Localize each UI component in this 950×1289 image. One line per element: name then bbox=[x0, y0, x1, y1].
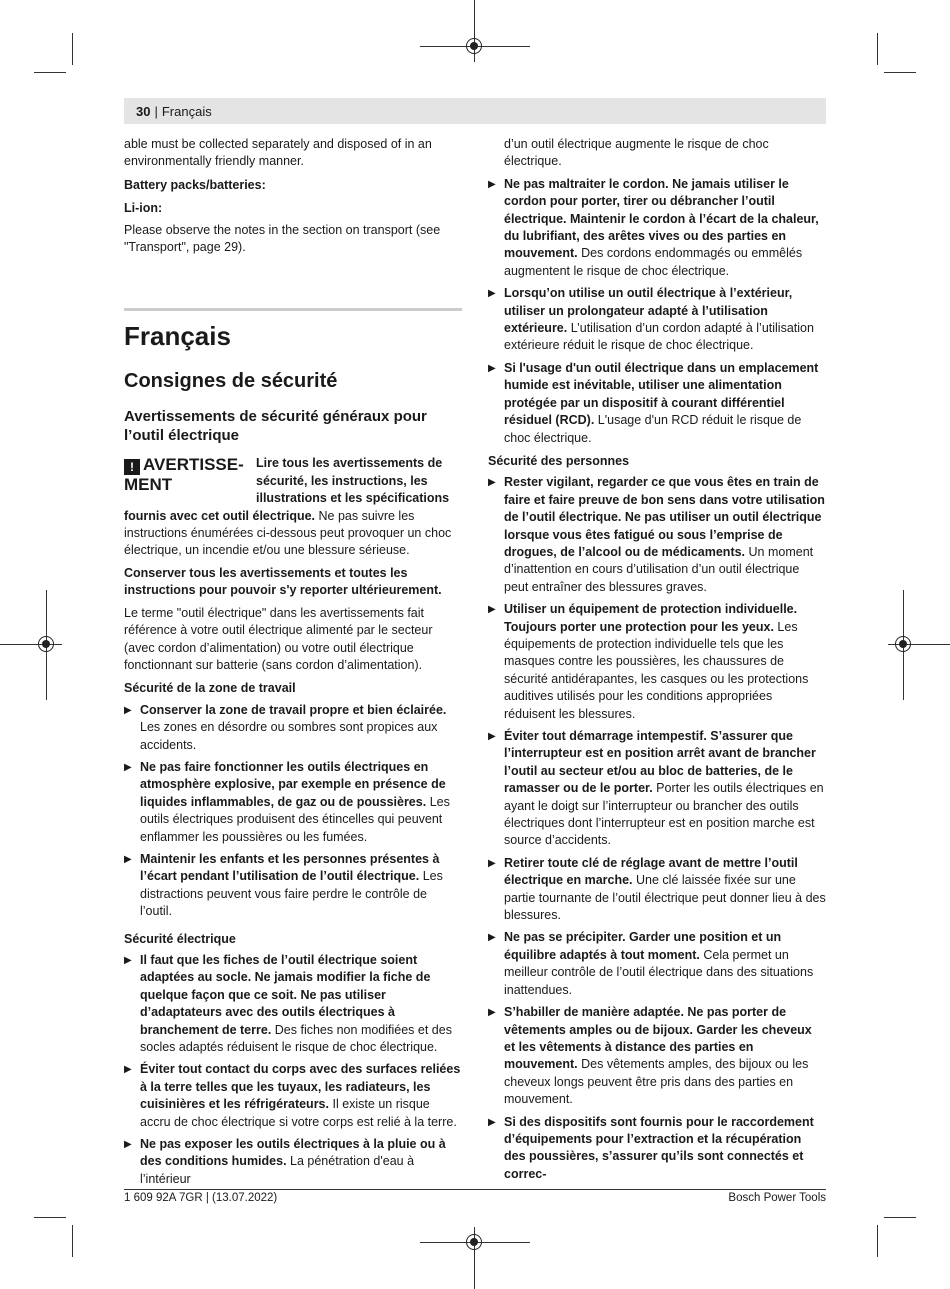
registration-mark-icon bbox=[38, 636, 54, 652]
intro-text: able must be collected separately and disposed of in an environmentally friendly manner. bbox=[124, 137, 432, 169]
bullet-bold-text: Éviter tout démarrage intempestif. S’assurer que l’interrupteur est en position arrêt avant de brancher l’outil au secteur et/ou au bloc de batteries, de le ramasser ou de le porter. bbox=[504, 729, 816, 796]
bullet-explanation: L’utilisation d’un cordon adapté à l’utilisation extérieure réduit le risque de choc électrique. bbox=[504, 321, 814, 353]
bullet-item bbox=[124, 1061, 462, 1131]
bullet-arrow-icon: ▶ bbox=[488, 1007, 496, 1019]
crop-mark bbox=[877, 1225, 878, 1257]
crop-mark bbox=[884, 1217, 916, 1218]
liion-text: Please observe the notes in the section on transport (see "Transport", page 29). bbox=[124, 222, 441, 255]
footer-rule bbox=[124, 1189, 826, 1190]
registration-mark-icon bbox=[466, 1234, 482, 1250]
bullet-bold-text: Maintenir les enfants et les personnes présentes à l’écart pendant l’utilisation de l’outil électrique. bbox=[140, 851, 440, 884]
bullet-text bbox=[504, 855, 826, 925]
bullet-text bbox=[140, 759, 462, 846]
electrical-list-continued bbox=[488, 176, 826, 447]
bullet-bold-text: Ne pas se précipiter. Garder une position et un équilibre adaptés à tout moment. bbox=[504, 930, 782, 962]
bullet-bold-text: Si des dispositifs sont fournis pour le raccordement d’équipements pour l’extraction et la récupération des poussières, s’assurer qu’ils sont connectés et correc- bbox=[504, 1114, 814, 1181]
warning-label-box bbox=[124, 455, 250, 495]
bullet-arrow-icon: ▶ bbox=[124, 1064, 132, 1076]
page-header bbox=[124, 98, 826, 124]
bullet-explanation: Porter les outils électriques en ayant le doigt sur l’interrupteur ou brancher des outils électriques dont l’interrupteur est en position marche est source d’accidents. bbox=[504, 781, 824, 848]
bullet-text bbox=[140, 1136, 462, 1188]
bullet-arrow-icon: ▶ bbox=[488, 1116, 496, 1128]
crop-mark bbox=[877, 33, 878, 65]
work-area-list bbox=[124, 702, 462, 921]
bullet-explanation: Les distractions peuvent vous faire perdre le contrôle de l’outil. bbox=[140, 869, 443, 919]
electrical-list bbox=[124, 952, 462, 1188]
bullet-text bbox=[140, 702, 462, 754]
bullet-item bbox=[488, 360, 826, 447]
bullet-text bbox=[504, 176, 826, 280]
bullet-arrow-icon: ▶ bbox=[124, 955, 132, 966]
bullet-item bbox=[488, 1004, 826, 1108]
continuation-text: d’un outil électrique augmente le risque de choc électrique. bbox=[504, 137, 769, 169]
bullet-arrow-icon: ▶ bbox=[124, 704, 132, 716]
crop-mark bbox=[72, 33, 73, 65]
bullet-bold-text: S’habiller de manière adaptée. Ne pas porter de vêtements amples ou de bijoux. Garder les cheveux et les vêtements à distance des parties en mouvement. bbox=[504, 1005, 812, 1072]
right-column bbox=[488, 136, 826, 1188]
bullet-item bbox=[488, 929, 826, 999]
bullet-arrow-icon: ▶ bbox=[488, 288, 496, 300]
bullet-arrow-icon: ▶ bbox=[124, 1139, 132, 1151]
bullet-explanation: Des fiches non modifiées et des socles adaptés réduisent le risque de choc électrique. bbox=[140, 1022, 452, 1055]
bullet-text bbox=[504, 474, 826, 596]
bullet-bold-text: Lorsqu’on utilise un outil électrique à l’extérieur, utiliser un prolongateur adapté à l’utilisation extérieure. bbox=[504, 286, 793, 336]
bullet-explanation: La pénétration d'eau à l’intérieur bbox=[140, 1154, 415, 1186]
registration-mark-icon bbox=[466, 38, 482, 54]
bullet-arrow-icon: ▶ bbox=[488, 932, 496, 944]
general-warnings-title: Avertissements de sécurité généraux pour l’outil électrique bbox=[124, 408, 427, 445]
bullet-explanation: L'usage d'un RCD réduit le risque de choc électrique. bbox=[504, 413, 802, 445]
bullet-arrow-icon: ▶ bbox=[124, 853, 132, 865]
bullet-item bbox=[124, 759, 462, 846]
bullet-item bbox=[488, 176, 826, 280]
language-title: Français bbox=[124, 321, 231, 352]
bullet-arrow-icon: ▶ bbox=[488, 178, 496, 190]
bullet-bold-text: Retirer toute clé de réglage avant de mettre l’outil électrique en marche. bbox=[504, 855, 798, 888]
personal-safety-heading: Sécurité des personnes bbox=[488, 453, 630, 468]
bullet-arrow-icon: ▶ bbox=[488, 731, 496, 742]
warning-rest-text: Ne pas suivre les instructions énumérées ci-dessous peut provoquer un choc électrique, un incendie et/ou une blessure sérieuse. bbox=[124, 508, 452, 558]
bullet-text bbox=[504, 929, 826, 999]
page-number: 30 bbox=[136, 103, 151, 119]
bullet-bold-text: Si l'usage d'un outil électrique dans un emplacement humide est inévitable, utiliser une alimentation protégée par un dispositif à courant différentiel résiduel (RCD). bbox=[504, 360, 819, 428]
footer-doc-ref: 1 609 92A 7GR | (13.07.2022) bbox=[124, 1192, 278, 1204]
bullet-text bbox=[504, 728, 826, 850]
bullet-bold-text: Utiliser un équipement de protection individuelle. Toujours porter une protection pour les yeux. bbox=[504, 602, 798, 634]
bullet-explanation: Une clé laissée fixée sur une partie tournante de l’outil électrique peut donner lieu à des blessures. bbox=[504, 873, 826, 923]
section-divider bbox=[124, 308, 462, 311]
bullet-item bbox=[124, 1136, 462, 1188]
warning-triangle-icon: ! bbox=[124, 459, 140, 475]
bullet-text bbox=[504, 601, 826, 723]
bullet-text bbox=[140, 1061, 462, 1131]
bullet-bold-text: Il faut que les fiches de l’outil électrique soient adaptées au socle. Ne jamais modifier la fiche de quelque façon que ce soit. Ne pas utiliser d’adaptateurs avec des outils électriques à branchement de terre. bbox=[140, 953, 431, 1037]
registration-mark-icon bbox=[895, 636, 911, 652]
bullet-item bbox=[488, 728, 826, 850]
battery-heading: Battery packs/batteries: bbox=[124, 177, 266, 192]
bullet-explanation: Il existe un risque accru de choc électrique si votre corps est relié à la terre. bbox=[140, 1097, 457, 1129]
footer-brand: Bosch Power Tools bbox=[728, 1192, 826, 1204]
keep-instructions: Conserver tous les avertissements et toutes les instructions pour pouvoir s'y reporter ultérieurement. bbox=[124, 565, 442, 598]
safety-title: Consignes de sécurité bbox=[124, 370, 338, 393]
bullet-item bbox=[488, 474, 826, 596]
bullet-arrow-icon: ▶ bbox=[488, 857, 496, 869]
bullet-arrow-icon: ▶ bbox=[488, 362, 496, 374]
bullet-bold-text: Ne pas faire fonctionner les outils électriques en atmosphère explosive, par exemple en présence de liquides inflammables, de gaz ou de poussières. bbox=[140, 759, 446, 809]
work-area-heading: Sécurité de la zone de travail bbox=[124, 681, 296, 696]
liion-heading: Li-ion: bbox=[124, 201, 163, 216]
bullet-text bbox=[140, 952, 462, 1056]
bullet-text bbox=[504, 1004, 826, 1108]
crop-mark bbox=[34, 72, 66, 73]
bullet-bold-text: Rester vigilant, regarder ce que vous êtes en train de faire et faire preuve de bon sens dans votre utilisation de l’outil électrique. Ne pas utiliser un outil électrique lorsque vous êtes fatigué ou sous l’emprise de drogues, de l’alcool ou de médicaments. bbox=[504, 475, 825, 559]
crop-mark bbox=[884, 72, 916, 73]
bullet-explanation: Un moment d’inattention en cours d’utilisation d’un outil électrique peut entraîner des blessures graves. bbox=[504, 544, 814, 594]
bullet-arrow-icon: ▶ bbox=[124, 761, 132, 773]
bullet-item bbox=[488, 1114, 826, 1184]
bullet-text bbox=[140, 851, 462, 921]
bullet-item bbox=[124, 702, 462, 754]
left-column bbox=[124, 136, 462, 1193]
bullet-text bbox=[504, 360, 826, 447]
bullet-arrow-icon: ▶ bbox=[488, 604, 496, 616]
personal-safety-list bbox=[488, 474, 826, 1183]
header-separator: | bbox=[154, 103, 158, 119]
bullet-explanation: Les équipements de protection individuelle tels que les masques contre les poussières, les chaussures de sécurité antidérapantes, les casques ou les protections auditives utilisés pour les conditions appropriées réduisent les blessures. bbox=[504, 619, 809, 721]
bullet-bold-text: Ne pas maltraiter le cordon. Ne jamais utiliser le cordon pour porter, tirer ou débrancher l’outil électrique. Maintenir le cordon à l’écart de la chaleur, du lubrifiant, des arêtes vives ou des parties en mouvement. bbox=[504, 176, 819, 261]
bullet-item bbox=[488, 285, 826, 355]
bullet-bold-text: Conserver la zone de travail propre et bien éclairée. bbox=[140, 702, 447, 717]
electrical-heading: Sécurité électrique bbox=[124, 931, 236, 946]
bullet-item bbox=[124, 952, 462, 1056]
crop-mark bbox=[72, 1225, 73, 1257]
warning-label: AVERTISSE-MENT bbox=[124, 455, 244, 495]
bullet-arrow-icon: ▶ bbox=[488, 477, 496, 489]
bullet-explanation: Les outils électriques produisent des étincelles qui peuvent enflammer les poussières ou les fumées. bbox=[140, 794, 450, 844]
bullet-item bbox=[488, 601, 826, 723]
bullet-explanation: Cela permet un meilleur contrôle de l’outil électrique dans des situations inattendues. bbox=[504, 947, 814, 997]
crop-mark bbox=[34, 1217, 66, 1218]
bullet-item bbox=[124, 851, 462, 921]
warning-block bbox=[124, 455, 462, 559]
bullet-bold-text: Éviter tout contact du corps avec des surfaces reliées à la terre telles que les tuyaux, les radiateurs, les cuisinières et les réfrigérateurs. bbox=[140, 1062, 461, 1112]
term-definition: Le terme "outil électrique" dans les avertissements fait référence à votre outil électrique alimenté par le secteur (avec cordon d’alimentation) ou votre outil électrique fonctionnant sur batterie (sans cordon d’alimentation). bbox=[124, 605, 433, 672]
bullet-explanation: Des cordons endommagés ou emmêlés augmentent le risque de choc électrique. bbox=[504, 246, 803, 278]
warning-bold-text: Lire tous les avertissements de sécurité, les instructions, les illustrations et les spécifications fournis avec cet outil électrique. bbox=[124, 456, 450, 523]
bullet-item bbox=[488, 855, 826, 925]
bullet-explanation: Les zones en désordre ou sombres sont propices aux accidents. bbox=[140, 720, 438, 752]
bullet-text bbox=[504, 1114, 826, 1184]
header-section: Français bbox=[161, 103, 212, 119]
bullet-bold-text: Ne pas exposer les outils électriques à la pluie ou à des conditions humides. bbox=[140, 1137, 446, 1169]
bullet-explanation: Des vêtements amples, des bijoux ou les cheveux longs peuvent être pris dans des parties en mouvement. bbox=[504, 1057, 809, 1107]
bullet-text bbox=[504, 285, 826, 355]
